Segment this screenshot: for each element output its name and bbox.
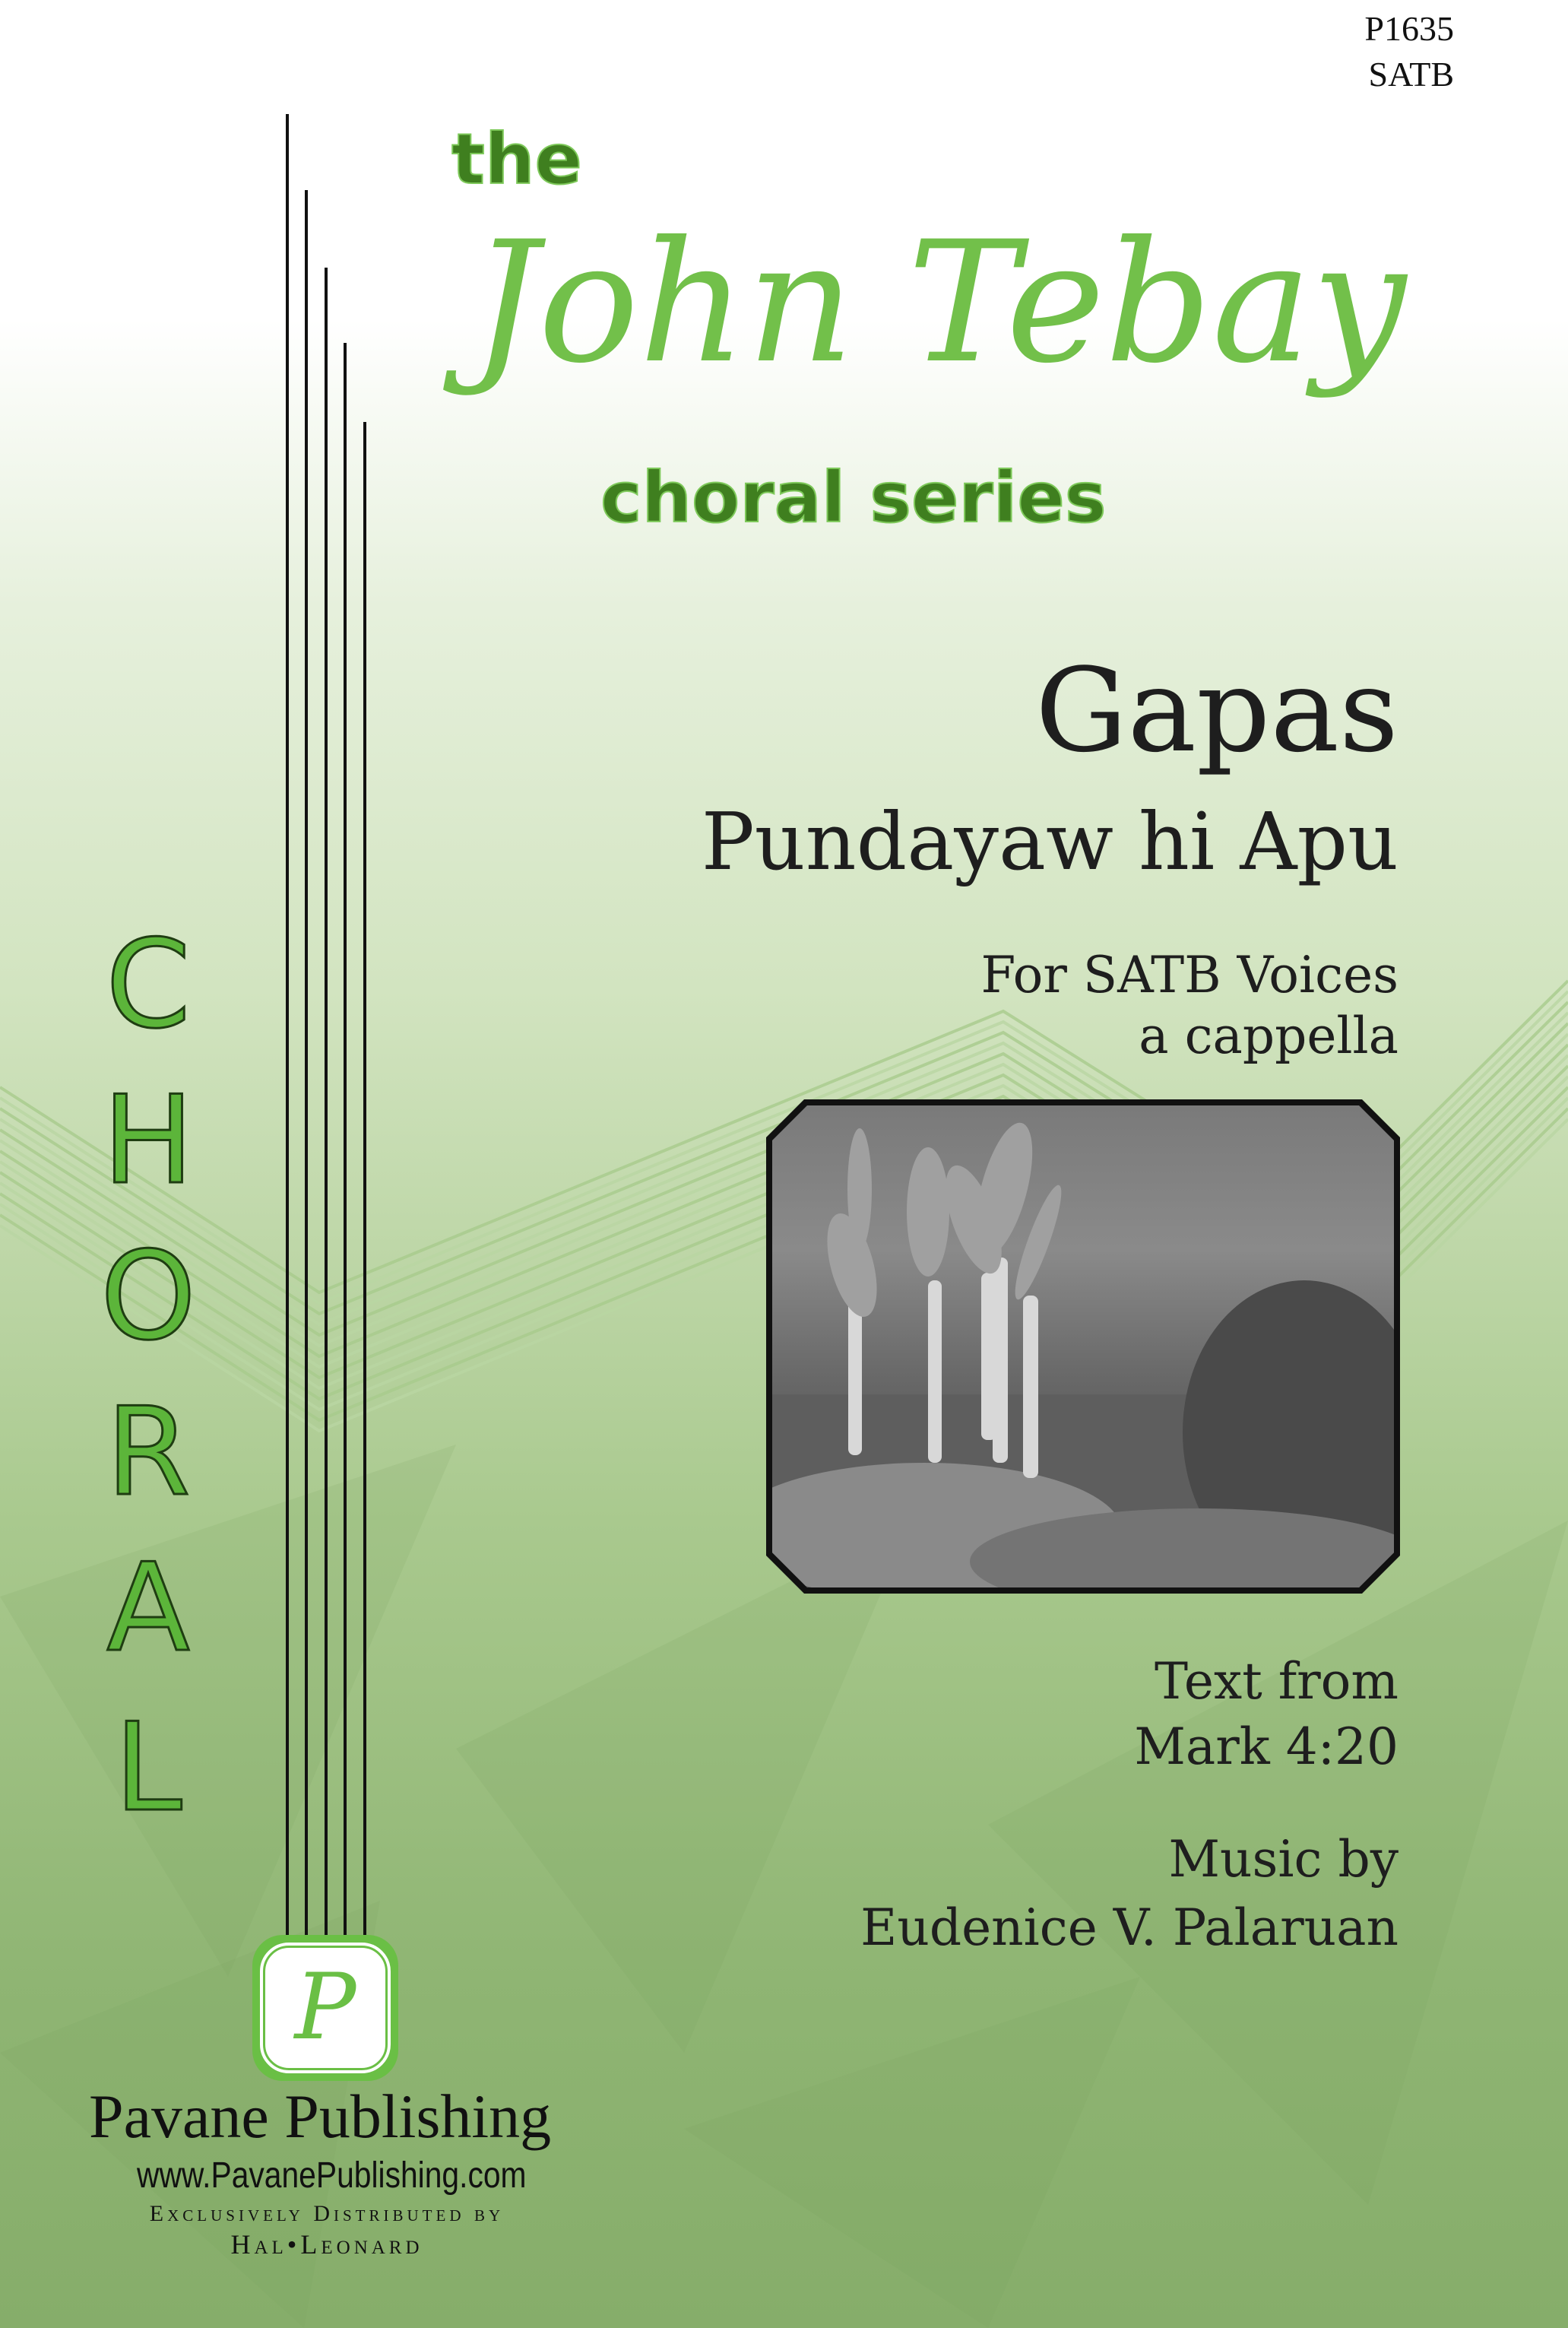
distributor-name: Hal•Leonard [230,2229,423,2260]
background-facet [684,1977,1140,2328]
staff-line [286,114,289,1946]
text-source-line-2: Mark 4:20 [1134,1717,1399,1776]
text-source-line-1: Text from [1155,1652,1399,1711]
publisher-name: Pavane Publishing [89,2082,552,2151]
staff-line [344,343,347,1946]
choral-letter-h: H [102,1069,195,1211]
choral-letter-c: C [106,913,191,1055]
background-facet [456,1521,912,2053]
series-suffix: choral series [600,457,1107,538]
work-subtitle: Pundayaw hi Apu [701,795,1399,888]
background-facet [0,1445,456,1977]
catalog-number: P1635 [1364,9,1454,48]
publisher-website[interactable]: www.PavanePublishing.com [137,2155,527,2196]
voicing-label: SATB [1368,55,1454,94]
staff-line [305,190,308,1946]
choral-letter-o: O [100,1225,196,1367]
work-title: Gapas [1035,643,1399,778]
scoring-line-2: a cappella [1139,1007,1399,1065]
composer-name: Eudenice V. Palaruan [860,1898,1399,1957]
series-prefix: the [451,119,582,200]
composer-label: Music by [1168,1830,1399,1889]
series-name-script: John Tebay [471,205,1407,400]
pavane-logo [252,1935,398,2081]
choral-letter-a: A [106,1537,190,1679]
cover-photo-seedlings [766,1099,1400,1594]
seedlings-image [772,1105,1394,1587]
choral-letter-r: R [106,1381,191,1523]
logo-p-monogram: P [263,1946,388,2070]
distribution-label: Exclusively Distributed by [149,2201,505,2226]
staff-line [363,422,366,1946]
choral-letter-l: L [114,1696,182,1838]
staff-line [325,268,328,1946]
scoring-line-1: For SATB Voices [980,946,1399,1004]
